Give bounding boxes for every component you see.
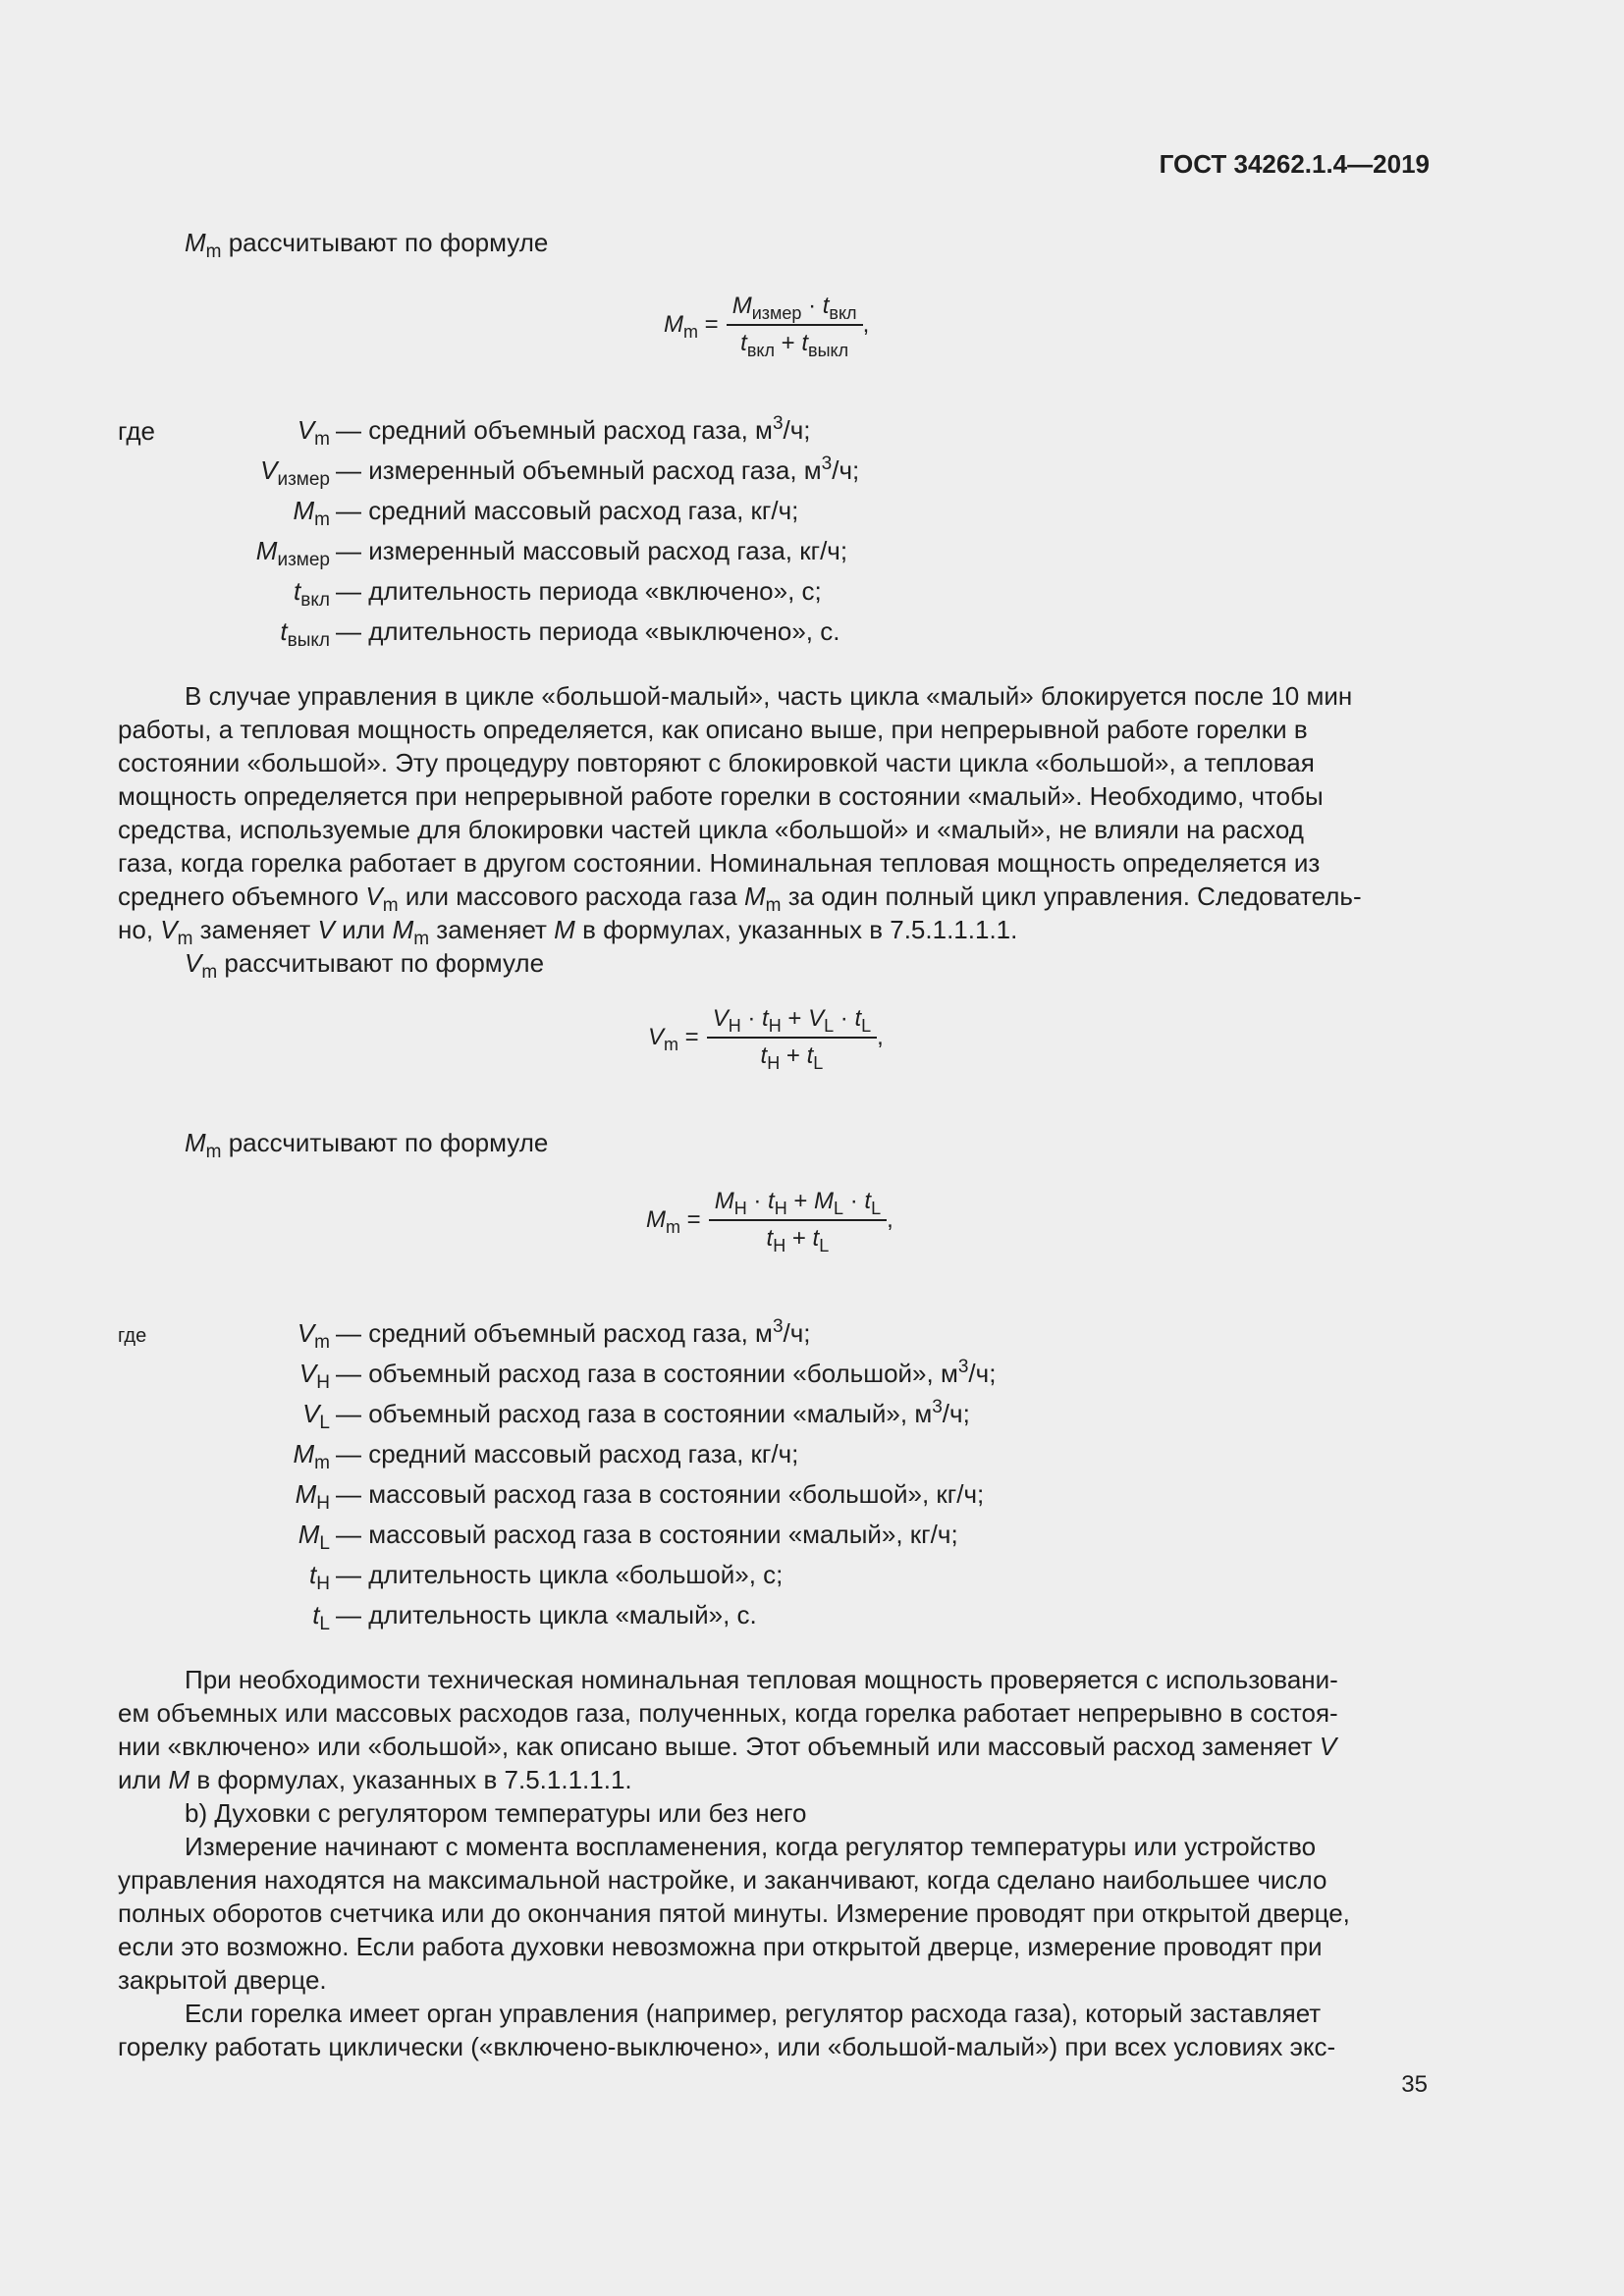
formula-mm-measured: $M_m$ = $\frac{M_{измер} \cdot t_{вкл}}{t_{вкл} + t_{выкл}}$ , <box>664 293 870 360</box>
formula-intro-vm: $V_m$ рассчитывают по формуле <box>185 948 545 983</box>
text-line: При необходимости техническая номинальная тепловая мощность проверяется с использовани- <box>185 1665 1338 1694</box>
definition-row: $t_{вкл}$ — длительность периода «включено», с; <box>294 576 822 611</box>
text-line: если это возможно. Если работа духовки невозможна при открытой дверце, измерение проводят при <box>118 1932 1323 1961</box>
page-number: 35 <box>1401 2071 1428 2098</box>
text-line: работы, а тепловая мощность определяется, как описано выше, при непрерывной работе горелки в <box>118 715 1308 744</box>
formula-intro-mm-2: $M_m$ рассчитывают по формуле <box>185 1128 549 1162</box>
definition-row: $t_L$ — длительность цикла «малый», с. <box>312 1600 757 1634</box>
text-line: или M в формулах, указанных в 7.5.1.1.1.1. <box>118 1765 632 1794</box>
definition-row: $M_L$ — массовый расход газа в состоянии «малый», кг/ч; <box>298 1520 958 1554</box>
definition-row: $V_{измер}$ — измеренный объемный расход газа, $м^3/ч$; <box>260 454 860 490</box>
definition-row: $M_m$ — средний массовый расход газа, кг/ч; <box>293 496 799 530</box>
where-label: где <box>118 1325 147 1347</box>
definition-row: $V_H$ — объемный расход газа в состоянии «большой», $м^3/ч$; <box>298 1357 997 1393</box>
section-heading-ovens: b) Духовки с регулятором температуры или без него <box>185 1798 807 1828</box>
definition-row: $V_m$ — средний объемный расход газа, $м^3/ч$; <box>297 1316 811 1353</box>
text-line: Измерение начинают с момента воспламенения, когда регулятор температуры или устройство <box>185 1832 1317 1861</box>
text-line: нии «включено» или «большой», как описано выше. Этот объемный или массовый расход заменяет V <box>118 1732 1337 1761</box>
text-line: газа, когда горелка работает в другом состоянии. Номинальная тепловая мощность определяется из <box>118 848 1321 878</box>
formula-mm-cycle: $M_m$ = $\frac{M_H \cdot t_H + M_L \cdot t_L}{t_H + t_L}$ , <box>646 1188 893 1255</box>
text-line: управления находятся на максимальной настройке, и заканчивают, когда сделано наибольшее число <box>118 1865 1327 1895</box>
text-line: ем объемных или массовых расходов газа, полученных, когда горелка работает непрерывно в состоя- <box>118 1698 1338 1728</box>
definition-row: где <box>118 416 155 446</box>
text-line: среднего объемного $V_m$ или массового расхода газа $M_m$ за один полный цикл управления. Следователь- <box>118 881 1362 916</box>
definition-row: $M_{измер}$ — измеренный массовый расход газа, кг/ч; <box>255 536 848 570</box>
text-line: мощность определяется при непрерывной работе горелки в состоянии «малый». Необходимо, чтобы <box>118 781 1324 811</box>
definition-row: $t_{выкл}$ — длительность периода «выключено», с. <box>280 616 840 651</box>
definition-row: $M_H$ — массовый расход газа в состоянии «большой», кг/ч; <box>295 1479 985 1514</box>
formula-vm: $V_m$ = $\frac{V_H \cdot t_H + V_L \cdot t_L}{t_H + t_L}$ , <box>648 1005 884 1073</box>
definition-row: $V_m$ — средний объемный расход газа, $м^3/ч$; <box>297 413 811 450</box>
document-header: ГОСТ 34262.1.4—2019 <box>1159 149 1430 179</box>
definition-row: $M_m$ — средний массовый расход газа, кг/ч; <box>293 1439 799 1473</box>
definition-row: $t_H$ — длительность цикла «большой», с; <box>309 1560 784 1594</box>
formula-intro-mm-1: $M_m$ рассчитывают по формуле <box>185 228 549 262</box>
text-line: но, $V_m$ заменяет V или $M_m$ заменяет M в формулах, указанных в 7.5.1.1.1.1. <box>118 915 1018 949</box>
definition-row: $V_L$ — объемный расход газа в состоянии «малый», $м^3/ч$; <box>302 1397 970 1433</box>
text-line: горелку работать циклически («включено-выключено», или «большой-малый») при всех условиях экс- <box>118 2032 1336 2061</box>
text-line: Если горелка имеет орган управления (например, регулятор расхода газа), который заставляет <box>185 1999 1322 2028</box>
text-line: состоянии «большой». Эту процедуру повторяют с блокировкой части цикла «большой», а тепловая <box>118 748 1315 777</box>
text-line: средства, используемые для блокировки частей цикла «большой» и «малый», не влияли на расход <box>118 815 1304 844</box>
text-line: В случае управления в цикле «большой-малый», часть цикла «малый» блокируется после 10 мин <box>185 681 1353 711</box>
text-line: закрытой дверце. <box>118 1965 327 1995</box>
text-line: полных оборотов счетчика или до окончания пятой минуты. Измерение проводят при открытой дверце, <box>118 1898 1350 1928</box>
